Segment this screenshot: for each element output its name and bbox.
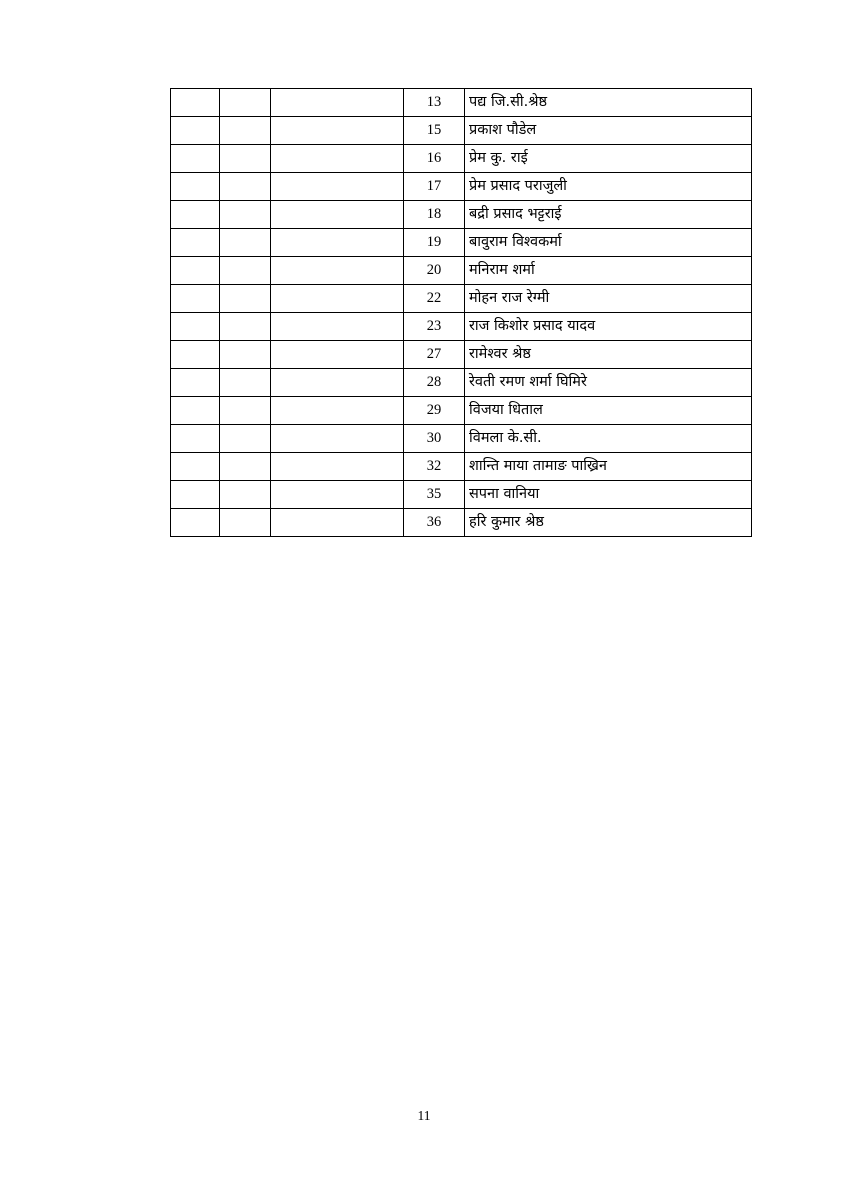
table-row (171, 257, 752, 285)
name-list-table (170, 88, 752, 537)
cell-name: प्रेम कु. राई (465, 145, 752, 173)
cell-col1 (171, 117, 220, 145)
table-row (171, 201, 752, 229)
cell-serial: 30 (404, 425, 465, 453)
cell-name: मनिराम शर्मा (465, 257, 752, 285)
cell-name: बद्री प्रसाद भट्टराई (465, 201, 752, 229)
cell-name: मोहन राज रेग्मी (465, 285, 752, 313)
cell-serial: 17 (404, 173, 465, 201)
cell-col3 (271, 341, 404, 369)
cell-serial: 20 (404, 257, 465, 285)
cell-serial: 28 (404, 369, 465, 397)
page-number: 11 (417, 1108, 431, 1123)
cell-col1 (171, 313, 220, 341)
cell-serial: 36 (404, 509, 465, 537)
cell-col3 (271, 89, 404, 117)
cell-col3 (271, 481, 404, 509)
cell-name: प्रकाश पौडेल (465, 117, 752, 145)
cell-col3 (271, 145, 404, 173)
table-row (171, 453, 752, 481)
cell-serial: 23 (404, 313, 465, 341)
cell-col1 (171, 229, 220, 257)
cell-col2 (220, 425, 271, 453)
table-body (171, 89, 752, 537)
cell-serial: 16 (404, 145, 465, 173)
table-row (171, 425, 752, 453)
cell-col2 (220, 285, 271, 313)
table-row (171, 397, 752, 425)
cell-col1 (171, 145, 220, 173)
cell-serial: 18 (404, 201, 465, 229)
table-row (171, 145, 752, 173)
cell-col2 (220, 481, 271, 509)
table-row (171, 229, 752, 257)
cell-serial: 13 (404, 89, 465, 117)
cell-name: राज किशोर प्रसाद यादव (465, 313, 752, 341)
cell-col3 (271, 453, 404, 481)
cell-col1 (171, 425, 220, 453)
cell-col2 (220, 341, 271, 369)
table-row (171, 285, 752, 313)
table-row (171, 117, 752, 145)
cell-name: विजया धिताल (465, 397, 752, 425)
cell-col3 (271, 397, 404, 425)
cell-name: प्रेम प्रसाद पराजुली (465, 173, 752, 201)
cell-col1 (171, 257, 220, 285)
cell-col3 (271, 369, 404, 397)
table-row (171, 173, 752, 201)
cell-name: हरि कुमार श्रेष्ठ (465, 509, 752, 537)
cell-name: रामेश्वर श्रेष्ठ (465, 341, 752, 369)
cell-col2 (220, 313, 271, 341)
cell-col2 (220, 369, 271, 397)
cell-name: पद्य जि.सी.श्रेष्ठ (465, 89, 752, 117)
cell-col1 (171, 453, 220, 481)
table-row (171, 313, 752, 341)
cell-col2 (220, 117, 271, 145)
table-row (171, 369, 752, 397)
cell-serial: 15 (404, 117, 465, 145)
table-row (171, 89, 752, 117)
cell-col2 (220, 145, 271, 173)
cell-col1 (171, 369, 220, 397)
cell-name: सपना वानिया (465, 481, 752, 509)
cell-col2 (220, 397, 271, 425)
name-list-table-container (170, 88, 708, 537)
cell-col2 (220, 89, 271, 117)
cell-serial: 29 (404, 397, 465, 425)
cell-col1 (171, 201, 220, 229)
cell-col1 (171, 285, 220, 313)
cell-serial: 27 (404, 341, 465, 369)
cell-col3 (271, 117, 404, 145)
cell-col2 (220, 257, 271, 285)
cell-col2 (220, 201, 271, 229)
cell-col3 (271, 313, 404, 341)
cell-name: बावुराम विश्वकर्मा (465, 229, 752, 257)
cell-col1 (171, 481, 220, 509)
cell-col3 (271, 257, 404, 285)
cell-col1 (171, 509, 220, 537)
table-row (171, 509, 752, 537)
cell-col2 (220, 173, 271, 201)
table-row (171, 481, 752, 509)
cell-col3 (271, 173, 404, 201)
cell-col1 (171, 341, 220, 369)
cell-name: रेवती रमण शर्मा घिमिरे (465, 369, 752, 397)
cell-col2 (220, 229, 271, 257)
cell-col3 (271, 201, 404, 229)
cell-col1 (171, 397, 220, 425)
cell-col1 (171, 173, 220, 201)
cell-name: विमला के.सी. (465, 425, 752, 453)
cell-col3 (271, 229, 404, 257)
cell-col3 (271, 285, 404, 313)
cell-col2 (220, 453, 271, 481)
cell-name: शान्ति माया तामाङ पाख्रिन (465, 453, 752, 481)
cell-col3 (271, 425, 404, 453)
cell-col2 (220, 509, 271, 537)
cell-serial: 22 (404, 285, 465, 313)
cell-serial: 19 (404, 229, 465, 257)
cell-col1 (171, 89, 220, 117)
cell-col3 (271, 509, 404, 537)
cell-serial: 32 (404, 453, 465, 481)
table-row (171, 341, 752, 369)
cell-serial: 35 (404, 481, 465, 509)
